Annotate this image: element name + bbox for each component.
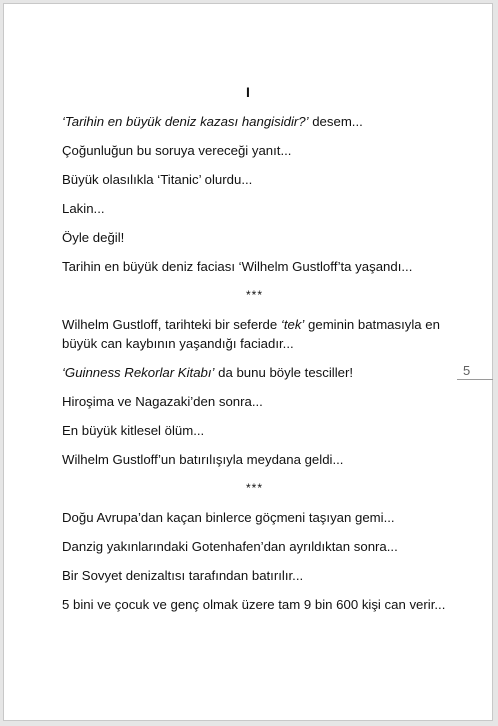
paragraph <box>62 363 447 382</box>
text-run: Bir Sovyet denizaltısı tarafından batırılır... <box>62 568 304 583</box>
text-run: Hiroşima ve Nagazaki’den sonra... <box>62 394 263 409</box>
text-run: Wilhelm Gustloff’un batırılışıyla meydana geldi... <box>62 452 344 467</box>
italic-text: ‘Tarihin en büyük deniz kazası hangisidir?’ <box>62 114 309 129</box>
paragraph <box>62 450 447 469</box>
paragraph <box>62 112 447 131</box>
paragraph <box>62 421 447 440</box>
paragraph <box>62 595 447 614</box>
paragraph <box>62 257 447 276</box>
page-number: 5 <box>457 363 493 380</box>
text-run: Doğu Avrupa’dan kaçan binlerce göçmeni taşıyan gemi... <box>62 510 395 525</box>
paragraph <box>62 392 447 411</box>
chapter-heading: I <box>246 84 250 100</box>
text-run: Büyük olasılıkla ‘Titanic’ olurdu... <box>62 172 253 187</box>
text-run: da bunu böyle tesciller! <box>214 365 354 380</box>
italic-text: ‘tek’ <box>280 317 305 332</box>
italic-text: ‘Guinness Rekorlar Kitabı’ <box>62 365 215 380</box>
paragraph <box>62 537 447 556</box>
section-separator: *** <box>245 288 263 302</box>
paragraph <box>62 141 447 160</box>
paragraph <box>62 170 447 189</box>
text-run: Öyle değil! <box>62 230 125 245</box>
text-run: Wilhelm Gustloff, tarihteki bir seferde <box>62 317 281 332</box>
paragraph <box>62 508 447 527</box>
text-run: Danzig yakınlarındaki Gotenhafen’dan ayrıldıktan sonra... <box>62 539 398 554</box>
text-run: geminin batmasıyla en büyük can kaybının yaşandığı faciadır... <box>62 317 440 351</box>
paragraph <box>62 566 447 585</box>
text-run: Lakin... <box>62 201 105 216</box>
document-page <box>3 3 493 721</box>
paragraph <box>62 199 447 218</box>
text-run: desem... <box>308 114 363 129</box>
text-run: En büyük kitlesel ölüm... <box>62 423 205 438</box>
paragraph <box>62 315 447 353</box>
section-separator: *** <box>245 481 263 495</box>
document-body <box>62 112 447 624</box>
text-run: 5 bini ve çocuk ve genç olmak üzere tam 9 bin 600 kişi can verir... <box>62 597 446 612</box>
text-run: Tarihin en büyük deniz faciası ‘Wilhelm Gustloff’ta yaşandı... <box>62 259 413 274</box>
text-run: Çoğunluğun bu soruya vereceği yanıt... <box>62 143 292 158</box>
paragraph <box>62 228 447 247</box>
